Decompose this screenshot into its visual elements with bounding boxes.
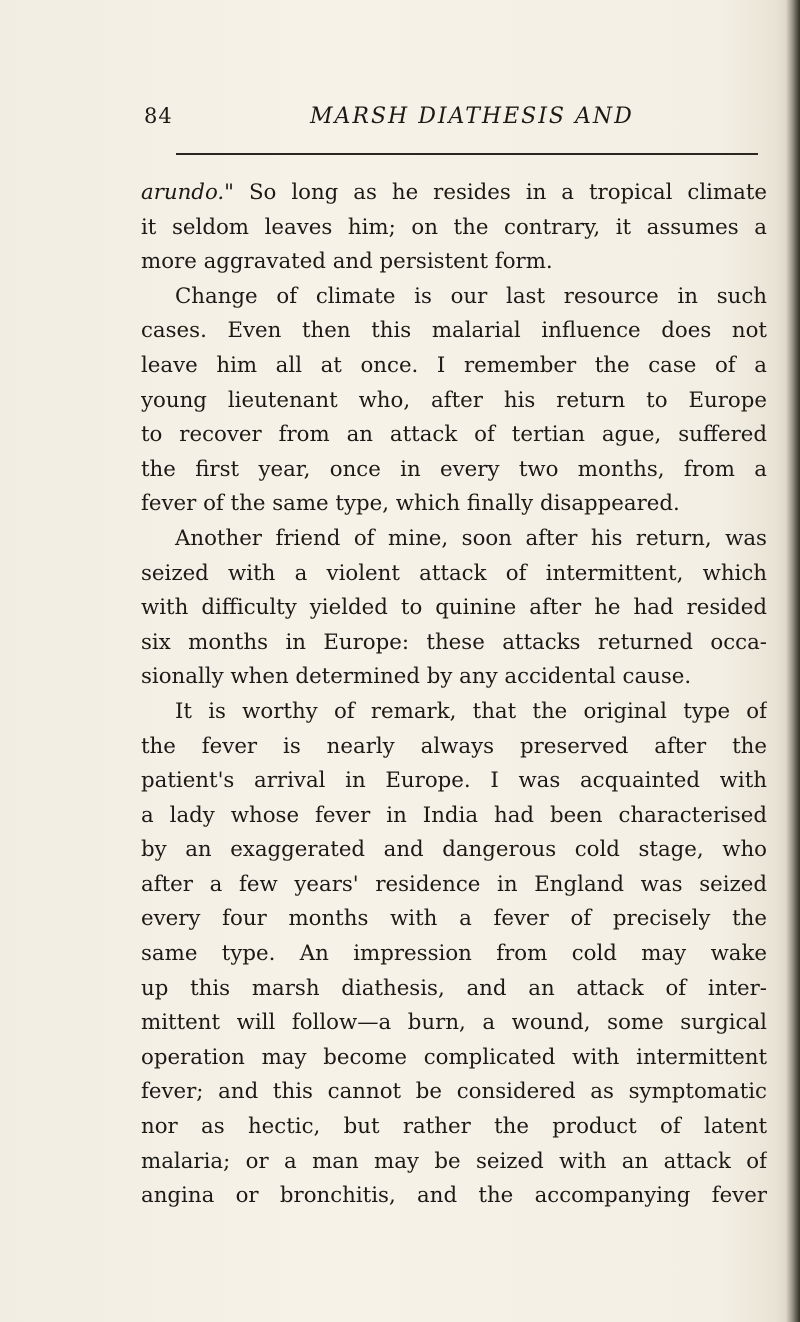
- text-line: [141, 1179, 767, 1214]
- text-line-text: same type. An impression from cold may wake: [141, 941, 767, 967]
- text-line-text: after a few years' residence in England was seized: [141, 871, 767, 897]
- text-line-text: Another friend of mine, soon after his return, was: [175, 525, 767, 551]
- text-line: [141, 280, 767, 315]
- text-line: [141, 660, 767, 695]
- text-line-text: malaria; or a man may be seized with an attack of: [141, 1148, 767, 1174]
- text-line: [141, 245, 767, 280]
- text-line: [141, 384, 767, 419]
- text-line: [141, 314, 767, 349]
- text-line-text: the first year, once in every two months, from a: [141, 456, 767, 482]
- text-line: [141, 1006, 767, 1041]
- text-line: [141, 453, 767, 488]
- text-line-text: nor as hectic, but rather the product of latent: [141, 1114, 767, 1140]
- text-line-text: young lieutenant who, after his return to Europe: [141, 387, 767, 413]
- text-line-text: to recover from an attack of tertian ague, suffered: [141, 422, 767, 448]
- text-line-text: angina or bronchitis, and the accompanying fever: [141, 1183, 767, 1209]
- text-line-text: seized with a violent attack of intermittent, which: [141, 560, 767, 586]
- text-line-text: up this marsh diathesis, and an attack of inter-: [141, 975, 767, 1001]
- text-line: [141, 591, 767, 626]
- text-line: [141, 937, 767, 972]
- text-line: [141, 522, 767, 557]
- text-line-text: every four months with a fever of precisely the: [141, 906, 767, 932]
- text-line-text: cases. Even then this malarial influence does not: [141, 318, 767, 344]
- text-line-text: operation may become complicated with intermittent: [141, 1044, 767, 1070]
- text-line: [141, 730, 767, 765]
- text-line-text: it seldom leaves him; on the contrary, it assumes a: [141, 214, 767, 240]
- page-binding-shadow: [786, 0, 800, 1322]
- text-line-text: sionally when determined by any accidental cause.: [141, 664, 692, 690]
- text-line-italic: arundo.": [141, 180, 234, 205]
- header-rule: [176, 153, 758, 155]
- text-line-text: a lady whose fever in India had been characterised: [141, 802, 767, 828]
- text-line-text: So long as he resides in a tropical climate: [233, 180, 767, 205]
- text-line-text: It is worthy of remark, that the original type of: [175, 698, 767, 724]
- page-header: [144, 98, 764, 138]
- text-line: [141, 764, 767, 799]
- text-line-text: patient's arrival in Europe. I was acquainted with: [141, 768, 767, 794]
- text-line-text: the fever is nearly always preserved after the: [141, 733, 767, 759]
- text-line-text: more aggravated and persistent form.: [141, 249, 553, 275]
- text-line: [141, 799, 767, 834]
- text-line-text: six months in Europe: these attacks returned occa-: [141, 629, 767, 655]
- text-line: [141, 833, 767, 868]
- text-line: [141, 626, 767, 661]
- text-line: [141, 972, 767, 1007]
- text-line: [141, 1041, 767, 1076]
- text-line-text: by an exaggerated and dangerous cold stage, who: [141, 837, 767, 863]
- running-head: MARSH DIATHESIS AND: [310, 104, 634, 129]
- text-line: [141, 487, 767, 522]
- page-number: 84: [144, 104, 173, 128]
- text-line-text: with difficulty yielded to quinine after he had resided: [141, 595, 767, 621]
- text-line: [141, 349, 767, 384]
- text-line-text: Change of climate is our last resource in such: [175, 283, 767, 309]
- text-line: [141, 1145, 767, 1180]
- text-line: [141, 695, 767, 730]
- text-line-text: fever of the same type, which finally disappeared.: [141, 491, 680, 517]
- text-line: [141, 868, 767, 903]
- text-line: [141, 1075, 767, 1110]
- text-line: [141, 211, 767, 246]
- text-line: [141, 418, 767, 453]
- text-line: [141, 557, 767, 592]
- text-line: [141, 902, 767, 937]
- text-line: [141, 1110, 767, 1145]
- text-line-text: fever; and this cannot be considered as symptomatic: [141, 1079, 767, 1105]
- text-line-text: mittent will follow—a burn, a wound, some surgical: [141, 1010, 767, 1036]
- body-text: [141, 176, 767, 1214]
- text-line-text: leave him all at once. I remember the case of a: [141, 352, 767, 378]
- text-line: [141, 176, 767, 211]
